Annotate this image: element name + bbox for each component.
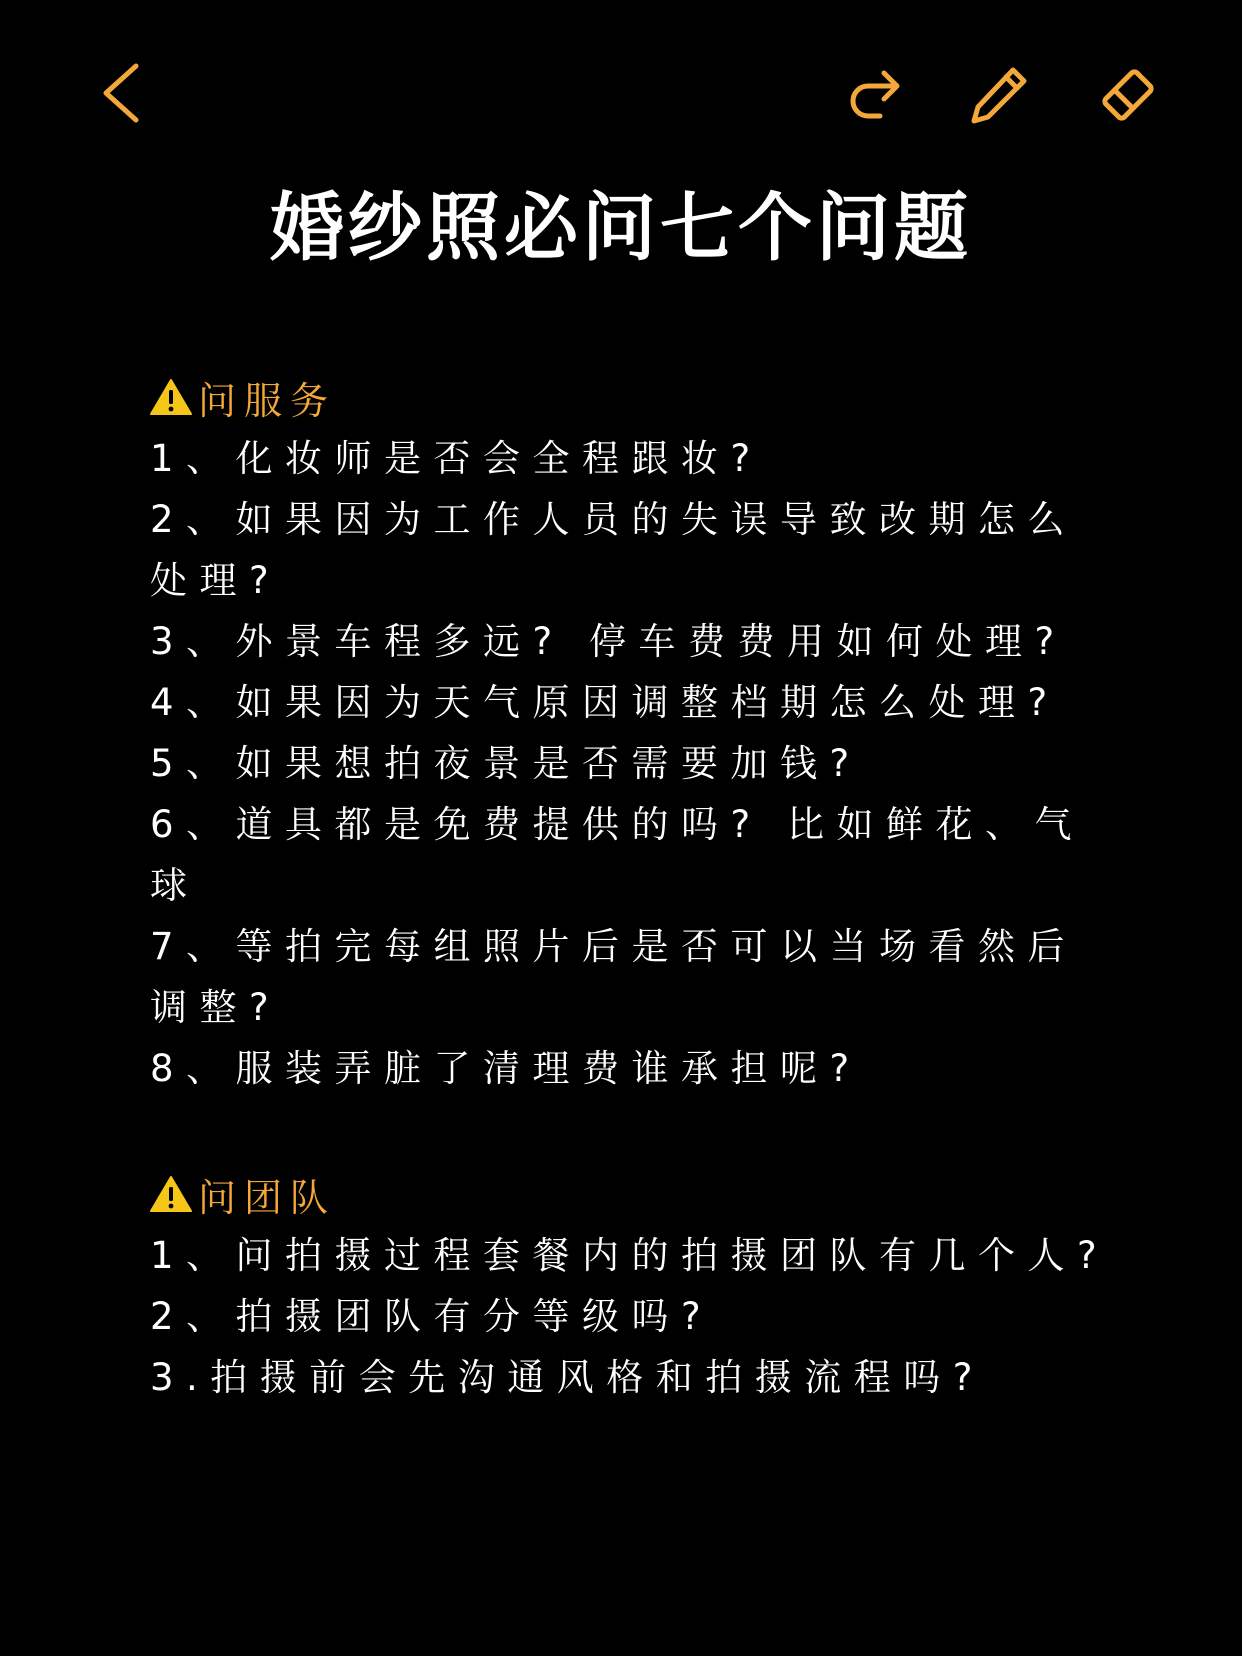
eraser-button[interactable] (1098, 64, 1158, 126)
eraser-icon (1098, 64, 1158, 126)
warning-icon (150, 378, 192, 416)
question-item: 6、道具都是免费提供的吗? 比如鲜花、气球 (150, 803, 1084, 907)
question-list (150, 428, 1110, 1099)
question-item: 3、外景车程多远? 停车费费用如何处理? (150, 620, 1067, 663)
redo-button[interactable] (848, 64, 904, 124)
question-item: 7、等拍完每组照片后是否可以当场看然后调整? (150, 925, 1078, 1029)
question-list (150, 1225, 1110, 1408)
toolbar (0, 0, 1242, 190)
question-item: 1、化妆师是否会全程跟妆? (150, 437, 763, 480)
question-item: 2、拍摄团队有分等级吗? (150, 1295, 714, 1338)
question-item: 8、服装弄脏了清理费谁承担呢? (150, 1047, 862, 1090)
section-heading-text: 问团队 (198, 1175, 337, 1220)
question-item: 3.拍摄前会先沟通风格和拍摄流程吗? (150, 1356, 985, 1399)
question-item: 4、如果因为天气原因调整档期怎么处理? (150, 681, 1060, 724)
redo-icon (848, 64, 904, 124)
section-team (150, 1163, 1110, 1408)
pencil-button[interactable] (970, 64, 1030, 126)
question-item: 2、如果因为工作人员的失误导致改期怎么处理? (150, 498, 1078, 602)
question-item: 5、如果想拍夜景是否需要加钱? (150, 742, 862, 785)
section-heading (150, 366, 1110, 428)
section-service (150, 366, 1110, 1099)
section-heading-text: 问服务 (198, 378, 337, 423)
question-item: 1、问拍摄过程套餐内的拍摄团队有几个人? (150, 1234, 1110, 1277)
section-heading (150, 1163, 1110, 1225)
warning-icon (150, 1175, 192, 1213)
chevron-left-icon (96, 60, 144, 126)
pencil-icon (970, 64, 1030, 126)
back-button[interactable] (96, 60, 144, 126)
note-title: 婚纱照必问七个问题 (270, 185, 972, 271)
